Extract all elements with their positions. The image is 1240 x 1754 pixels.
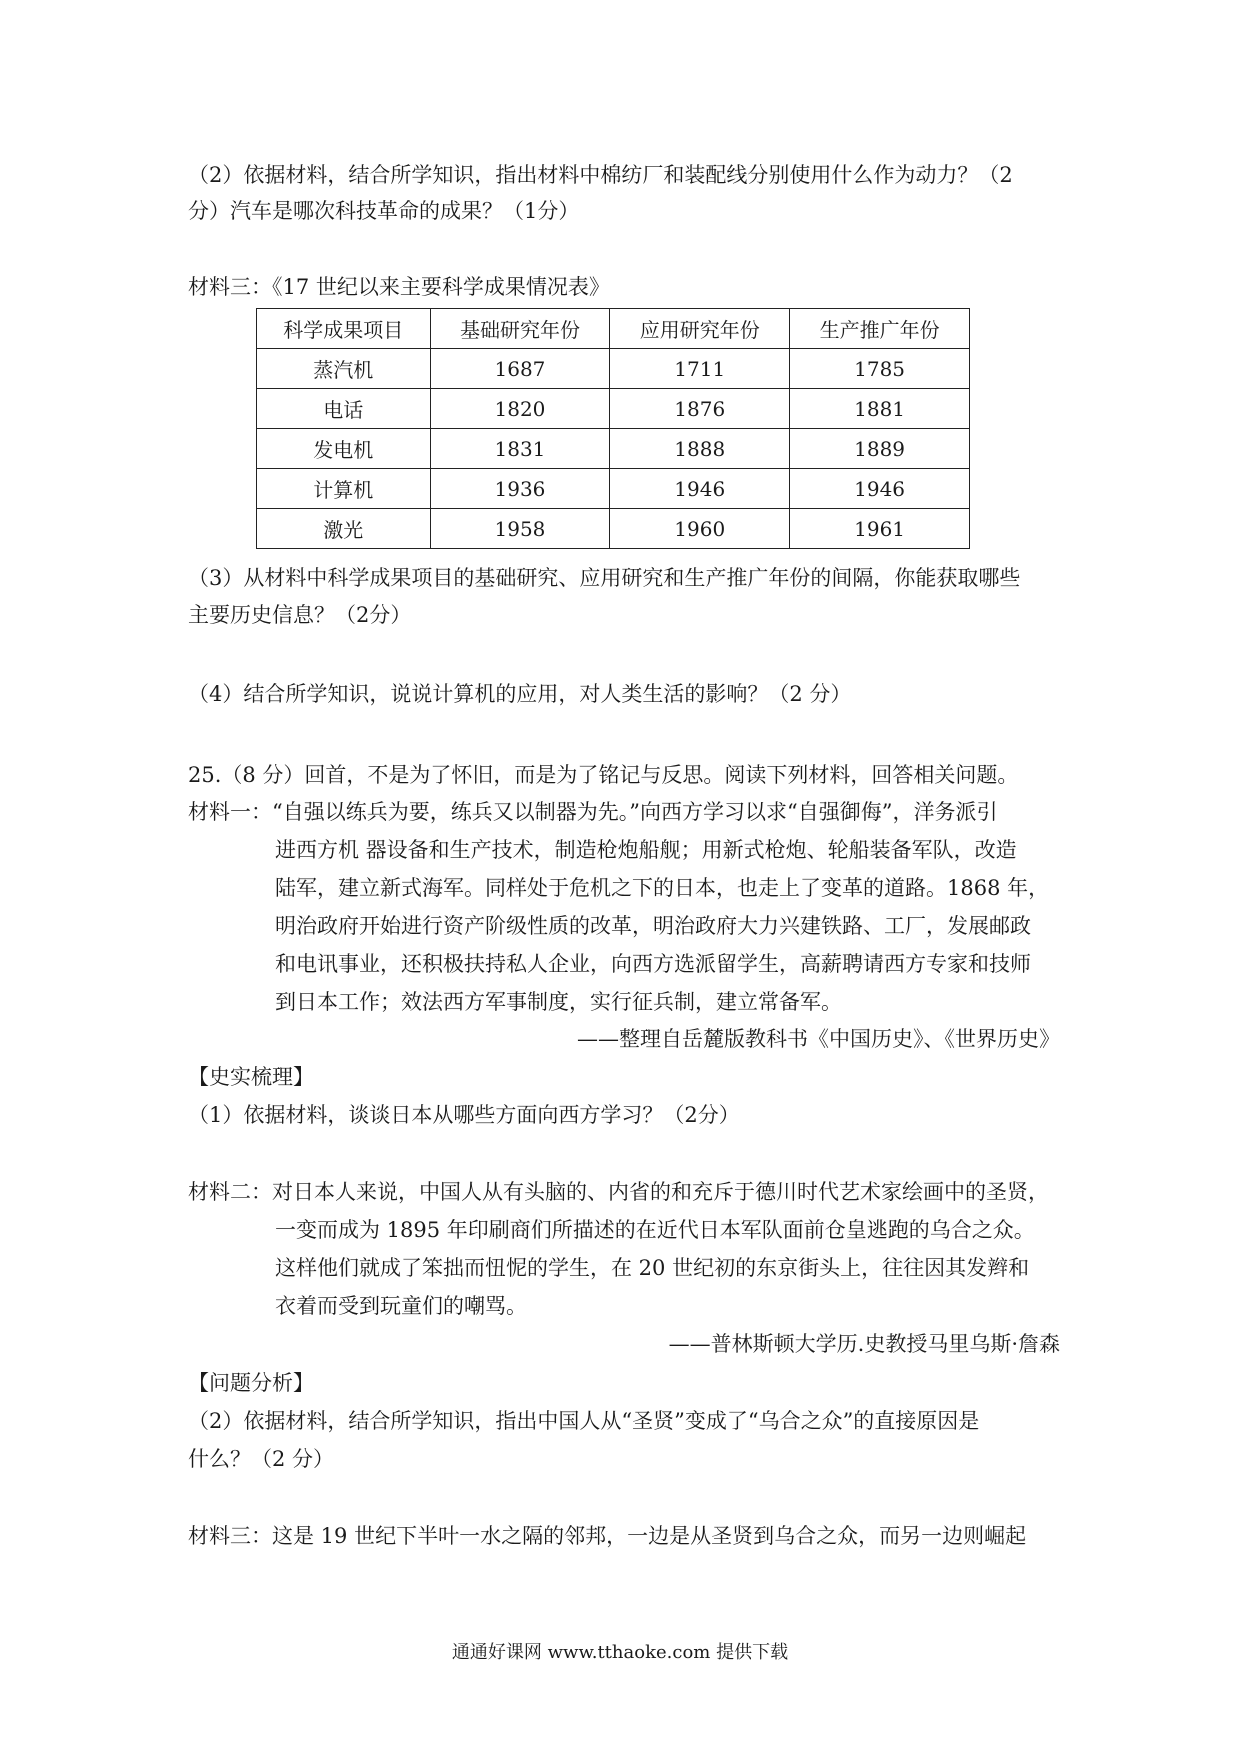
- table-row: [257, 389, 970, 429]
- material-1-line: 陆军，建立新式海军。同样处于危机之下的日本，也走上了变革的道路。1868 年，: [275, 876, 1050, 900]
- question-2-line-2: 分）汽车是哪次科技革命的成果？（1分）: [188, 199, 580, 223]
- table-cell: 1946: [610, 469, 790, 509]
- table-cell: 1711: [610, 349, 790, 389]
- sub-question-1: （1）依据材料，谈谈日本从哪些方面向西方学习？（2分）: [188, 1103, 740, 1127]
- science-results-table: [256, 308, 970, 549]
- table-row: [257, 469, 970, 509]
- table-cell: 1961: [790, 509, 970, 549]
- table-cell: 1876: [610, 389, 790, 429]
- page-footer: 通通好课网 www.tthaoke.com 提供下载: [451, 1642, 789, 1663]
- question-3-line-2: 主要历史信息？（2分）: [188, 603, 412, 627]
- material-2-line: 衣着而受到玩童们的嘲骂。: [275, 1294, 527, 1318]
- sub-question-2-line-1: （2）依据材料，结合所学知识，指出中国人从“圣贤”变成了“乌合之众”的直接原因是: [188, 1409, 980, 1433]
- question-4: （4）结合所学知识，说说计算机的应用，对人类生活的影响？（2 分）: [188, 682, 852, 706]
- table-cell: 1687: [430, 349, 610, 389]
- question-3-line-1: （3）从材料中科学成果项目的基础研究、应用研究和生产推广年份的间隔，你能获取哪些: [188, 566, 1021, 590]
- table-header-cell: 应用研究年份: [610, 309, 790, 349]
- table-cell: 1889: [790, 429, 970, 469]
- table-cell: 激光: [257, 509, 431, 549]
- table-cell: 1785: [790, 349, 970, 389]
- material-3-title: 材料三：《17 世纪以来主要科学成果情况表》: [188, 275, 610, 299]
- table-cell: 发电机: [257, 429, 431, 469]
- question-2-line-1: （2）依据材料，结合所学知识，指出材料中棉纺厂和装配线分别使用什么作为动力？（2: [188, 163, 1013, 187]
- material-1-line: 和电讯事业，还积极扶持私人企业，向西方选派留学生，高薪聘请西方专家和技师: [275, 952, 1031, 976]
- material-1-source: ——整理自岳麓版教科书《中国历史》、《世界历史》: [577, 1027, 1060, 1051]
- sub-question-2-line-2: 什么？（2 分）: [188, 1447, 335, 1471]
- table-cell: 计算机: [257, 469, 431, 509]
- table-cell: 1960: [610, 509, 790, 549]
- table-cell: 1936: [430, 469, 610, 509]
- table-cell: 1831: [430, 429, 610, 469]
- table-header-row: [257, 309, 970, 349]
- table-cell: 1881: [790, 389, 970, 429]
- section-heading-analysis: 【问题分析】: [188, 1371, 314, 1395]
- material-1-line: 进西方机 器设备和生产技术，制造枪炮船舰；用新式枪炮、轮船装备军队，改造: [275, 838, 1017, 862]
- table-row: [257, 509, 970, 549]
- material-2-line: 一变而成为 1895 年印刷商们所描述的在近代日本军队面前仓皇逃跑的乌合之众。: [275, 1218, 1035, 1242]
- table-cell: 电话: [257, 389, 431, 429]
- section-heading-facts: 【史实梳理】: [188, 1065, 314, 1089]
- table-cell: 1946: [790, 469, 970, 509]
- table-header-cell: 基础研究年份: [430, 309, 610, 349]
- material-1-line: 到日本工作；效法西方军事制度，实行征兵制，建立常备军。: [275, 990, 842, 1014]
- table-cell: 蒸汽机: [257, 349, 431, 389]
- material-1-line: 材料一：“自强以练兵为要，练兵又以制器为先。”向西方学习以求“自强御侮”，洋务派引: [188, 800, 998, 824]
- table-cell: 1888: [610, 429, 790, 469]
- table-cell: 1958: [430, 509, 610, 549]
- material-2-line: 这样他们就成了笨拙而忸怩的学生，在 20 世纪初的东京街头上，往往因其发辫和: [275, 1256, 1030, 1280]
- material-1-line: 明治政府开始进行资产阶级性质的改革，明治政府大力兴建铁路、工厂，发展邮政: [275, 914, 1031, 938]
- table-header-cell: 科学成果项目: [257, 309, 431, 349]
- table-row: [257, 349, 970, 389]
- table-cell: 1820: [430, 389, 610, 429]
- table-row: [257, 429, 970, 469]
- question-25-heading: 25.（8 分）回首，不是为了怀旧，而是为了铭记与反思。阅读下列材料，回答相关问题。: [188, 763, 1019, 787]
- material-3-line: 材料三：这是 19 世纪下半叶一水之隔的邻邦，一边是从圣贤到乌合之众，而另一边则崛起: [188, 1524, 1027, 1548]
- material-2-source: ——普林斯顿大学历.史教授马里乌斯·詹森: [668, 1332, 1060, 1356]
- table-header-cell: 生产推广年份: [790, 309, 970, 349]
- material-2-line: 材料二：对日本人来说，中国人从有头脑的、内省的和充斥于德川时代艺术家绘画中的圣贤，: [188, 1180, 1049, 1204]
